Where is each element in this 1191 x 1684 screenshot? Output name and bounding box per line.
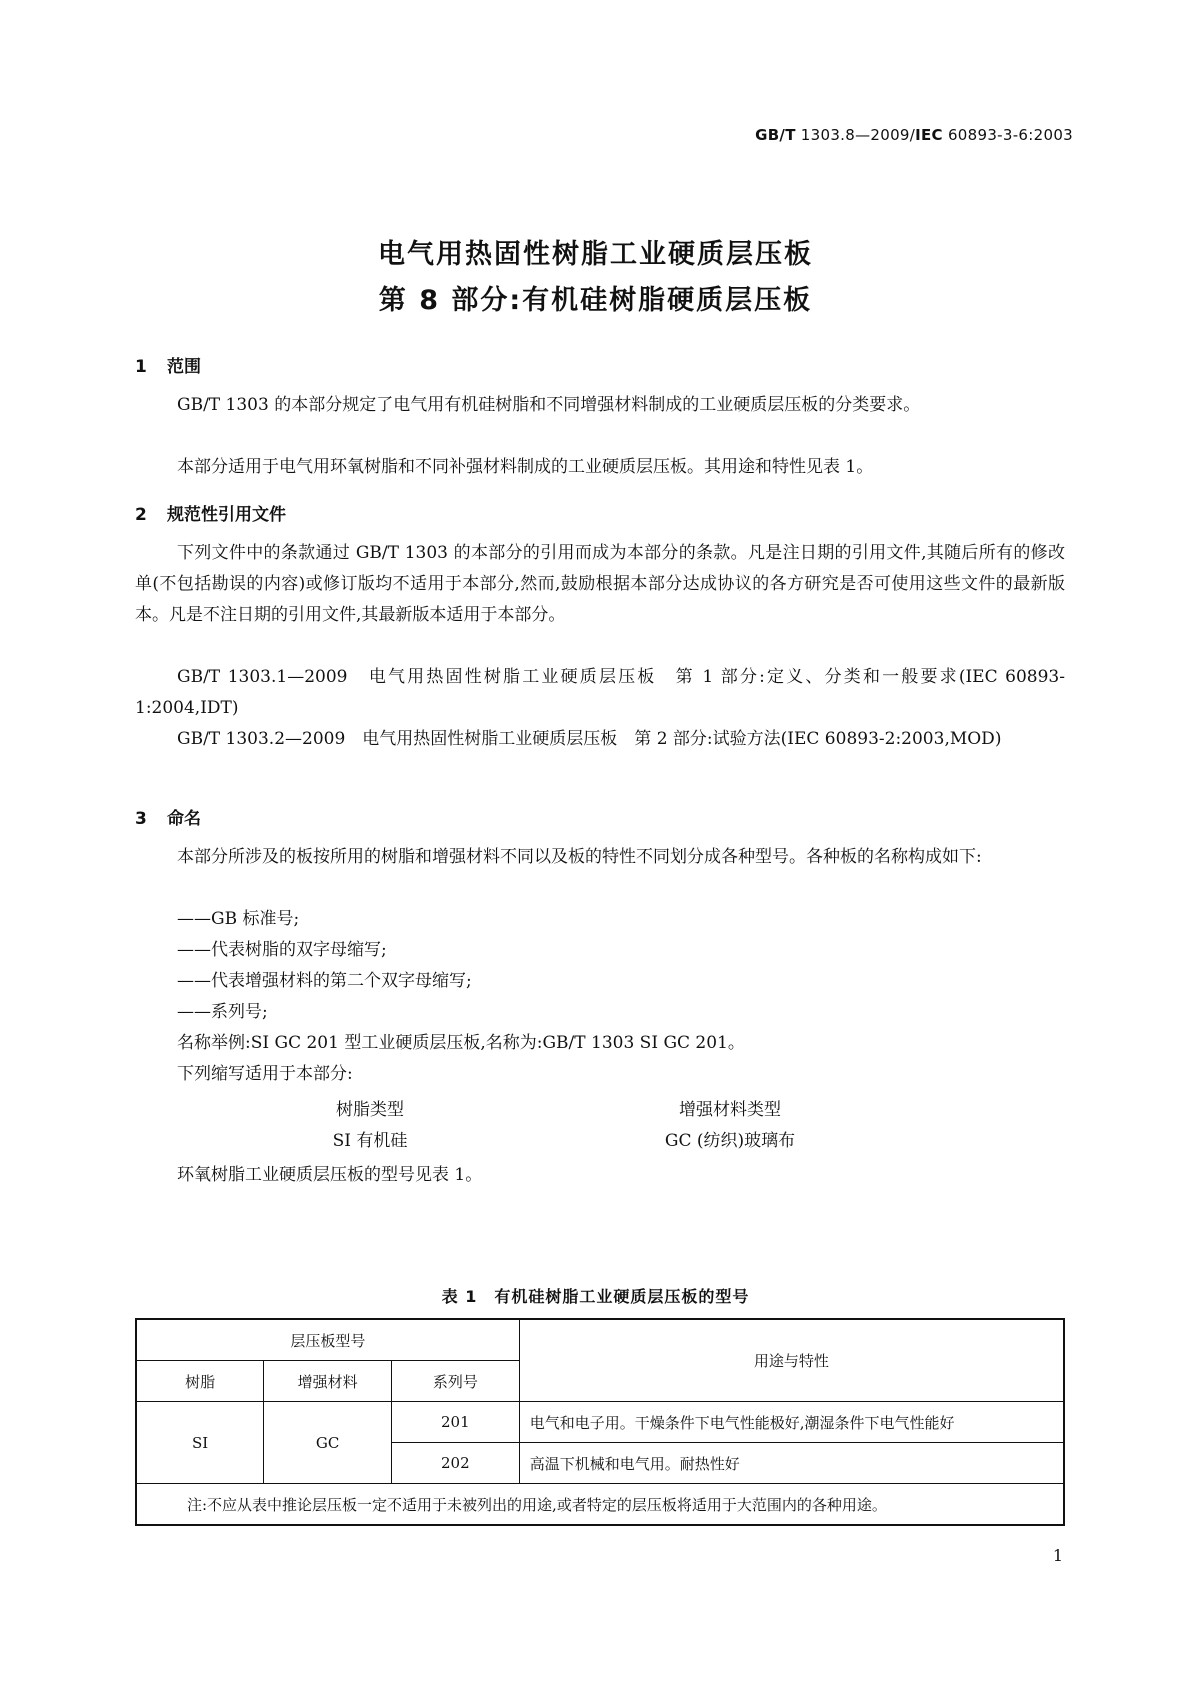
abbreviation-intro: 下列缩写适用于本部分:	[177, 1064, 353, 1084]
section-2-paragraph-1: 下列文件中的条款通过 GB/T 1303 的本部分的引用而成为本部分的条款。凡是注日期的引用文件,其随后所有的修改单(不包括勘误的内容)或修订版均不适用于本部分,然而,鼓励根据本部分达成协议的各方研究是否可使用这些文件的最新版本。凡是不注日期的引用文件,其最新版本适用于本部分。	[135, 543, 1065, 625]
list-item: ——代表增强材料的第二个双字母缩写;	[177, 971, 472, 991]
table-column-header: 树脂	[136, 1361, 264, 1402]
reinforcement-type-value: GC (纺织)玻璃布	[664, 1131, 796, 1151]
laminate-type-table	[135, 1318, 1065, 1526]
table-cell-reinforcement: GC	[264, 1402, 392, 1484]
table-cell-use: 高温下机械和电气用。耐热性好	[519, 1443, 1064, 1484]
see-table-sentence: 环氧树脂工业硬质层压板的型号见表 1。	[177, 1165, 483, 1185]
table-row	[136, 1402, 1064, 1443]
resin-type-heading: 树脂类型	[336, 1100, 404, 1120]
table-cell-series: 201	[391, 1402, 519, 1443]
table-column-header: 增强材料	[264, 1361, 392, 1402]
table-cell-resin: SI	[136, 1402, 264, 1484]
list-item: ——GB 标准号;	[177, 909, 300, 929]
table-note: 注:不应从表中推论层压板一定不适用于未被列出的用途,或者特定的层压板将适用于大范围内的各种用途。	[136, 1484, 1064, 1526]
table-caption: 表 1 有机硅树脂工业硬质层压板的型号	[441, 1287, 750, 1306]
normative-reference-2: GB/T 1303.2—2009 电气用热固性树脂工业硬质层压板 第 2 部分:试验方法(IEC 60893-2:2003,MOD)	[177, 729, 1002, 749]
naming-example: 名称举例:SI GC 201 型工业硬质层压板,名称为:GB/T 1303 SI GC 201。	[177, 1033, 745, 1053]
table-column-header: 系列号	[391, 1361, 519, 1402]
reinforcement-type-heading: 增强材料类型	[679, 1100, 781, 1120]
document-subtitle: 第 8 部分:有机硅树脂硬质层压板	[378, 285, 813, 316]
document-title: 电气用热固性树脂工业硬质层压板	[378, 239, 813, 270]
section-3-heading: 3 命名	[135, 809, 201, 829]
table-use-header: 用途与特性	[519, 1319, 1064, 1402]
list-item: ——系列号;	[177, 1002, 268, 1022]
resin-type-value: SI 有机硅	[332, 1131, 408, 1151]
page-number: 1	[1052, 1546, 1063, 1565]
section-1-paragraph-2: 本部分适用于电气用环氧树脂和不同补强材料制成的工业硬质层压板。其用途和特性见表 1。	[177, 457, 874, 477]
table-group-header: 层压板型号	[136, 1319, 519, 1361]
section-1-heading: 1 范围	[135, 357, 201, 377]
list-item: ——代表树脂的双字母缩写;	[177, 940, 387, 960]
section-3-paragraph-1: 本部分所涉及的板按所用的树脂和增强材料不同以及板的特性不同划分成各种型号。各种板的名称构成如下:	[177, 847, 982, 867]
table-cell-use: 电气和电子用。干燥条件下电气性能极好,潮湿条件下电气性能好	[519, 1402, 1064, 1443]
standard-code: GB/T 1303.8—2009/IEC 60893-3-6:2003	[755, 126, 1073, 144]
normative-reference-1: GB/T 1303.1—2009 电气用热固性树脂工业硬质层压板 第 1 部分:定义、分类和一般要求(IEC 60893-1:2004,IDT)	[135, 667, 1065, 718]
table-cell-series: 202	[391, 1443, 519, 1484]
section-2-heading: 2 规范性引用文件	[135, 505, 286, 525]
section-1-paragraph-1: GB/T 1303 的本部分规定了电气用有机硅树脂和不同增强材料制成的工业硬质层压板的分类要求。	[177, 395, 921, 415]
